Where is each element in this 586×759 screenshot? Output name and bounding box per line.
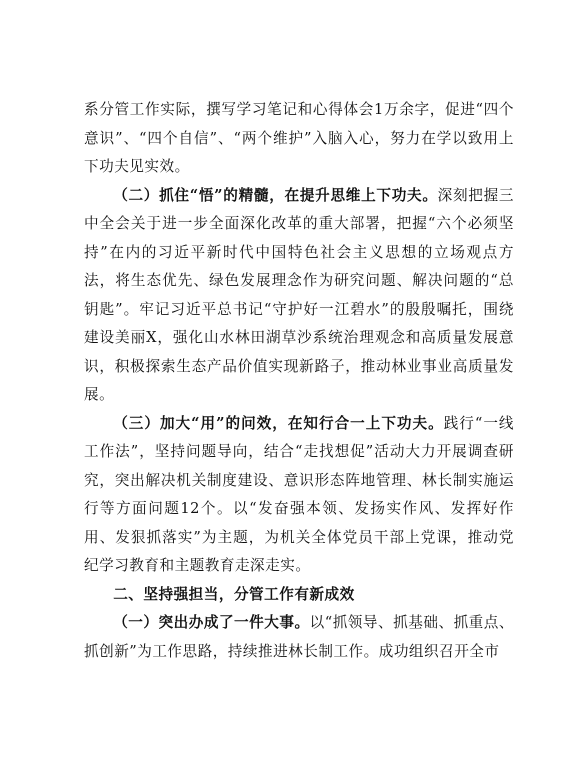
paragraph-yong-effect bbox=[84, 410, 514, 581]
paragraph-body: 以“抓领导、抓基础、抓重点、抓创新”为工作思路，持续推进林长制工作。成功组织召开全市 bbox=[84, 614, 514, 660]
paragraph-lead-heading: （一）突出办成了一件大事。 bbox=[113, 614, 310, 631]
paragraph-lead-heading: （三）加大“用”的问效，在知行合一上下功夫。 bbox=[113, 414, 444, 432]
document-body bbox=[84, 96, 514, 666]
paragraph-body: 深刻把握三中全会关于进一步全面深化改革的重大部署，把握“六个必须坚持”在内的习近平新时代中国特色社会主义思想的立场观点方法，将生态优先、绿色发展理念作为研究问题、解决问题的“总钥匙”。牢记习近平总书记“守护好一江碧水”的殷殷嘱托，围绕建设美丽X，强化山水林田湖草沙系统治理观念和高质量发展意识，积极探索生态产品价值实现新路子，推动林业事业高质量发展。 bbox=[84, 186, 514, 403]
paragraph-wu-essence bbox=[84, 182, 514, 410]
paragraph-study-notes bbox=[84, 96, 514, 182]
paragraph-body: 践行“一线工作法”，坚持问题导向，结合“走找想促”活动大力开展调查研究，突出解决机关制度建设、意识形态阵地管理、林长制实施运行等方面问题12个。以“发奋强本领、发扬实作风、发挥好作用、发狠抓落实”为主题，为机关全体党员干部上党课，推动党纪学习教育和主题教育走深走实。 bbox=[84, 414, 514, 574]
paragraph-body: 系分管工作实际，撰写学习笔记和心得体会1万余字，促进“四个意识”、“四个自信”、“两个维护”入脑入心，努力在学以致用上下功夫见实效。 bbox=[84, 101, 514, 175]
paragraph-lead-heading: （二）抓住“悟”的精髓，在提升思维上下功夫。 bbox=[113, 186, 438, 204]
section-heading: 二、坚持强担当，分管工作有新成效 bbox=[113, 585, 355, 603]
paragraph-major-task bbox=[84, 609, 514, 666]
